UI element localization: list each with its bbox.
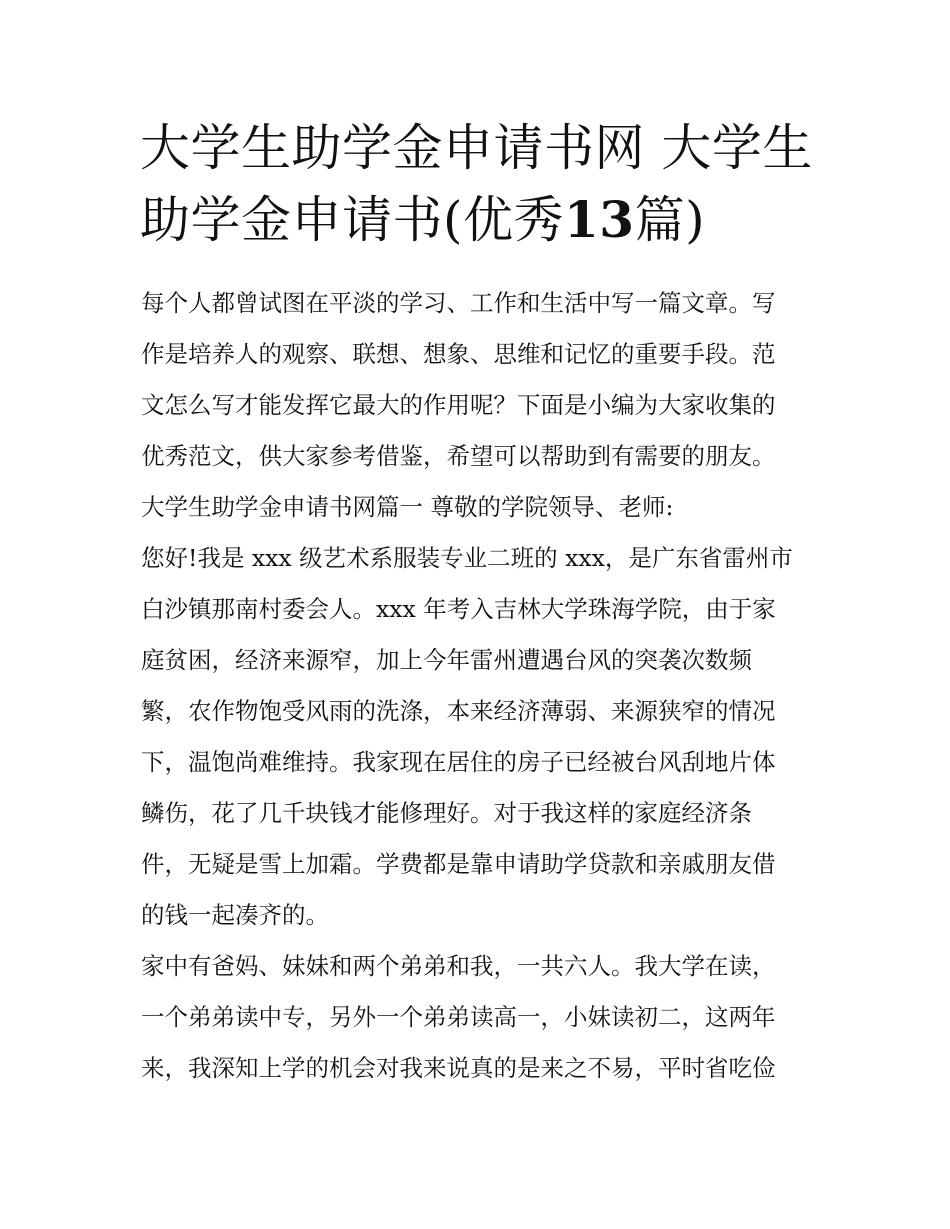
body-line: 件，无疑是雪上加霜。学费都是靠申请助学贷款和亲戚朋友借: [141, 850, 776, 878]
title-count: 13: [564, 190, 635, 249]
body-line: 来，我深知上学的机会对我来说真的是来之不易，平时省吃俭: [141, 1054, 776, 1082]
body-line: 白沙镇那南村委会人。xxx 年考入吉林大学珠海学院，由于家: [141, 595, 776, 623]
body-line: 繁，农作物饱受风雨的洗涤，本来经济薄弱、来源狭窄的情况: [141, 697, 776, 725]
body-line: 文怎么写才能发挥它最大的作用呢？下面是小编为大家收集的: [141, 391, 776, 419]
title-line-2-text: 助学金申请书(优秀: [140, 191, 565, 249]
body-line: 作是培养人的观察、联想、想象、思维和记忆的重要手段。范: [141, 340, 776, 368]
body-line: 下，温饱尚难维持。我家现在居住的房子已经被台风刮地片体: [141, 748, 776, 776]
title-line-2-end: 篇): [634, 191, 706, 249]
body-line: 庭贫困，经济来源窄，加上今年雷州遭遇台风的突袭次数频: [141, 646, 752, 674]
body-line: 鳞伤，花了几千块钱才能修理好。对于我这样的家庭经济条: [141, 799, 752, 827]
section-heading: 大学生助学金申请书网篇一 尊敬的学院领导、老师:: [141, 493, 674, 521]
body-line: 家中有爸妈、妹妹和两个弟弟和我，一共六人。我大学在读，: [141, 952, 776, 980]
title-line-2: [140, 184, 820, 256]
body-line: 优秀范文，供大家参考借鉴，希望可以帮助到有需要的朋友。: [141, 442, 776, 470]
document-body: [141, 278, 821, 1094]
document-title: [140, 112, 820, 256]
body-line: 的钱一起凑齐的。: [141, 901, 329, 929]
title-line-1: 大学生助学金申请书网 大学生: [140, 119, 813, 177]
body-line: 一个弟弟读中专，另外一个弟弟读高一，小妹读初二，这两年: [141, 1003, 776, 1031]
body-line: 您好!我是 xxx 级艺术系服装专业二班的 xxx，是广东省雷州市: [141, 544, 793, 572]
body-line: 每个人都曾试图在平淡的学习、工作和生活中写一篇文章。写: [141, 289, 776, 317]
